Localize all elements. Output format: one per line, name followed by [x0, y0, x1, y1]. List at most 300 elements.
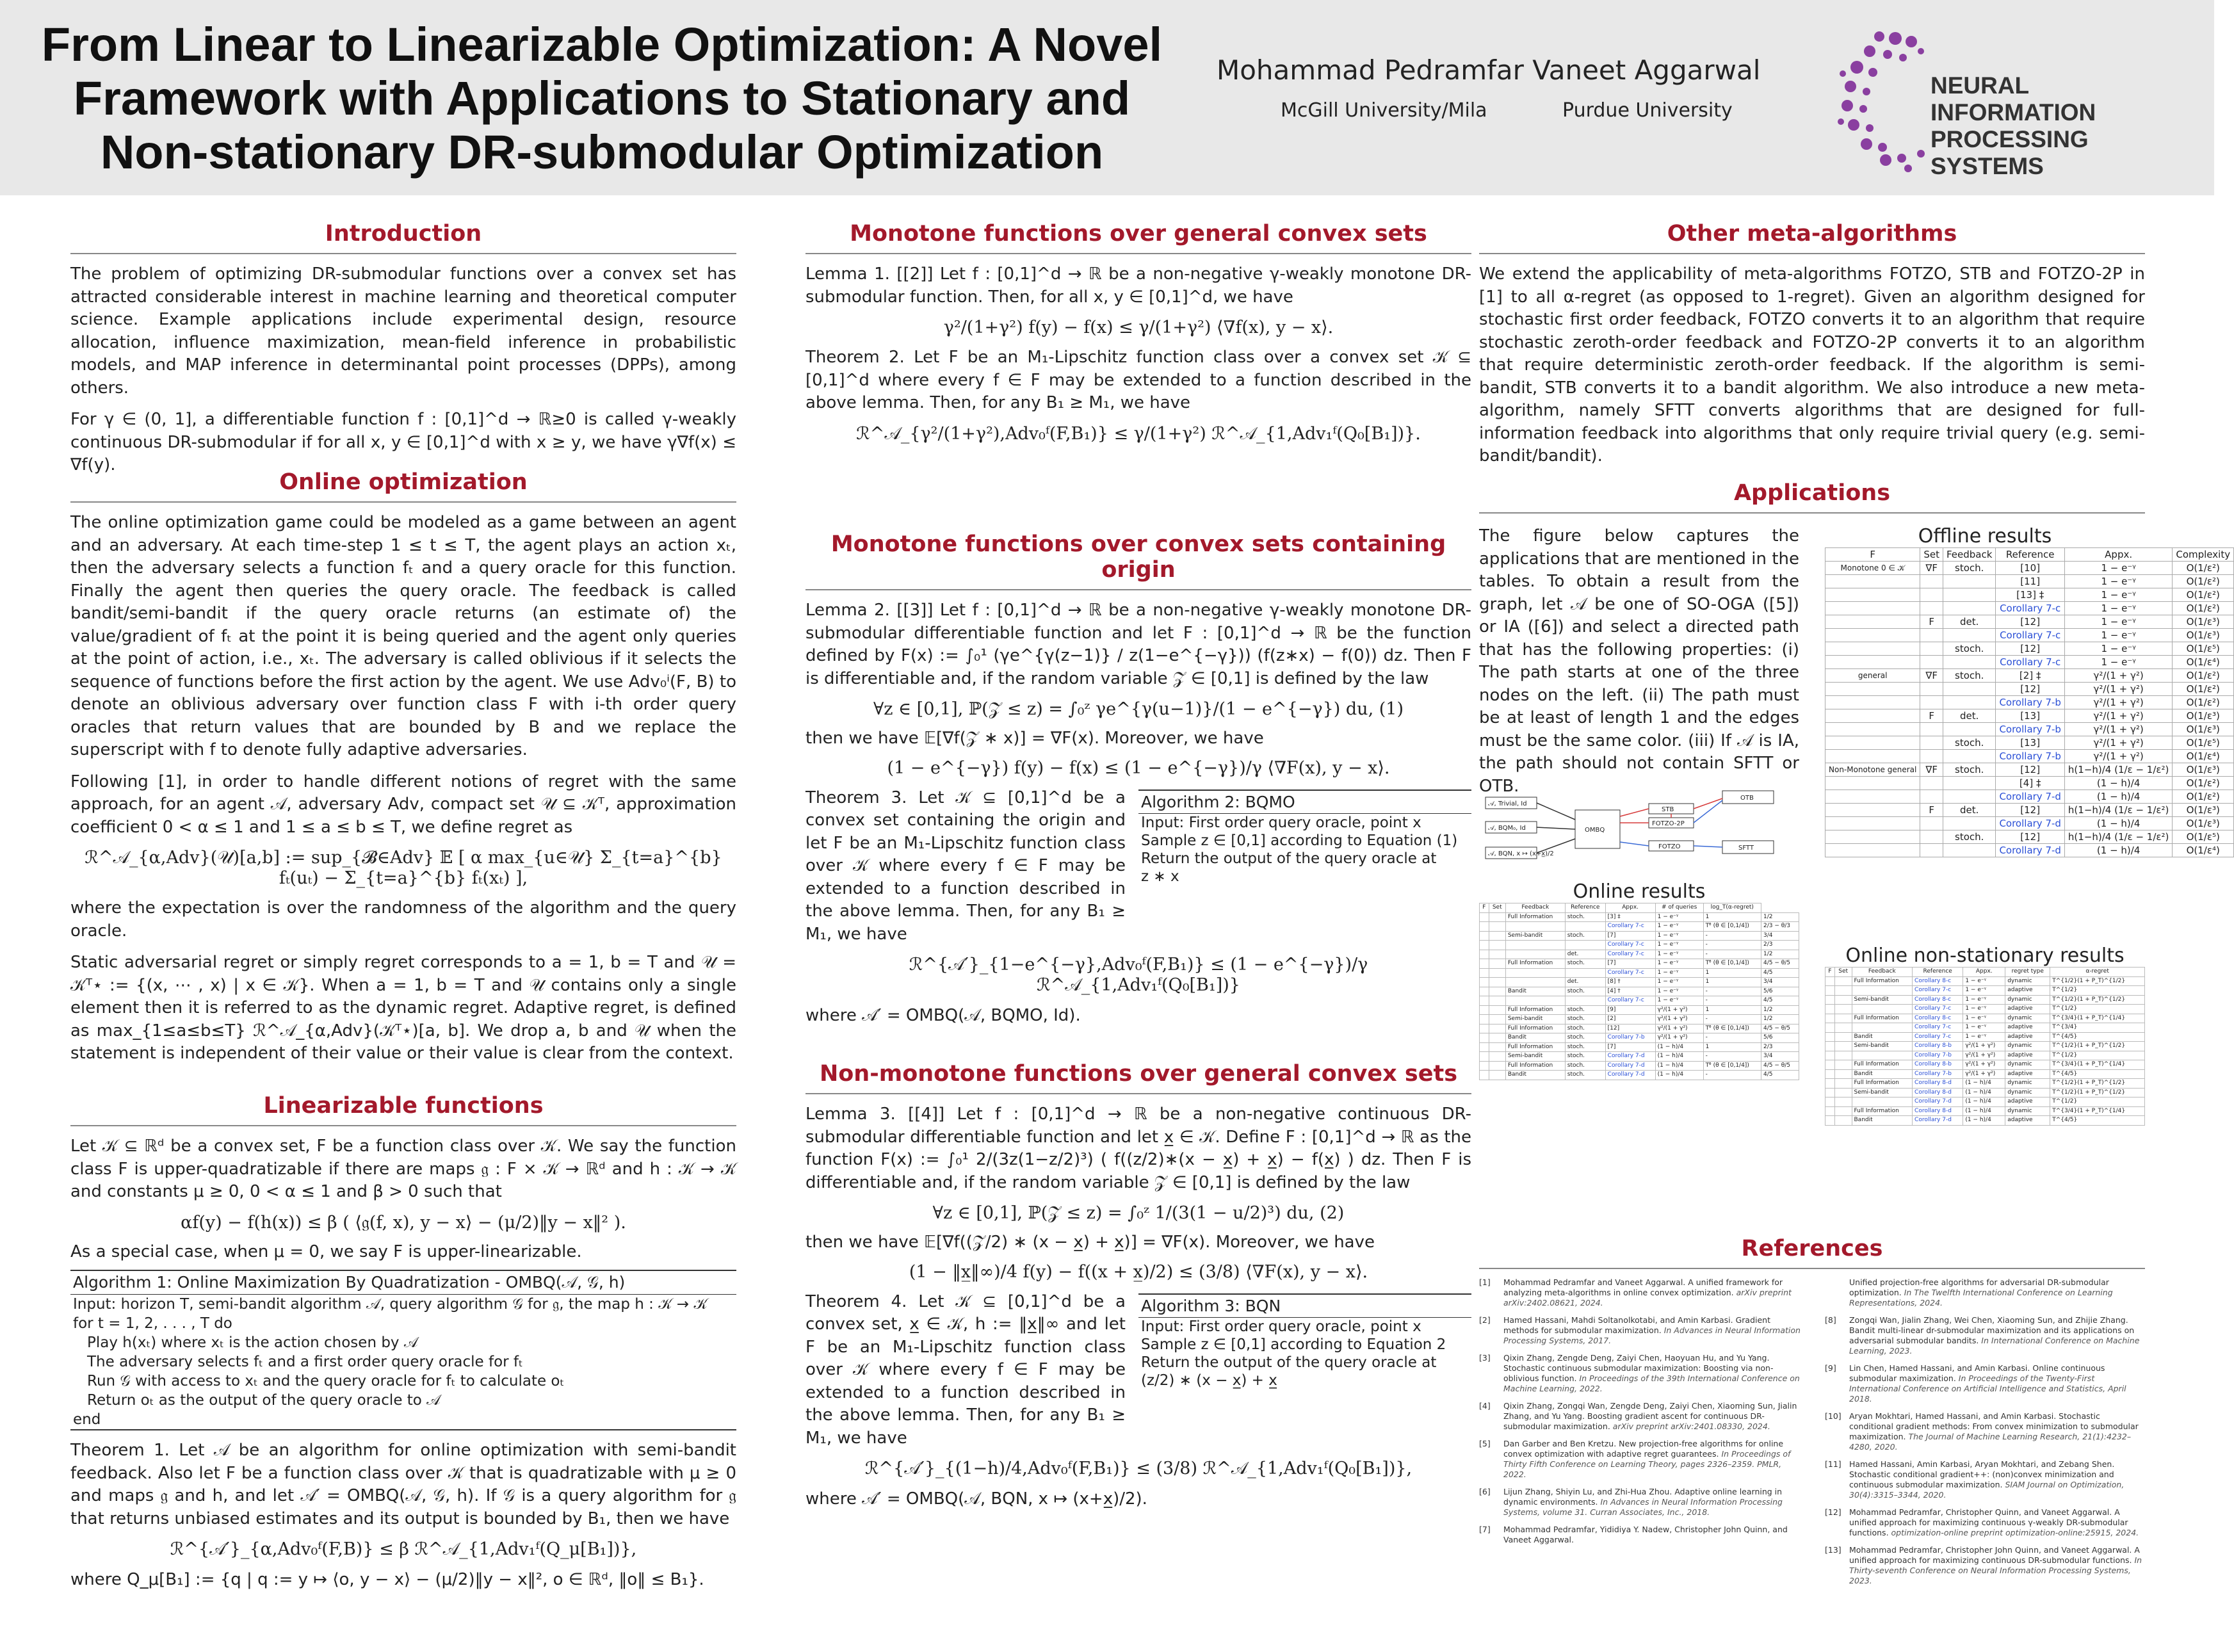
- alg2-line: Return the output of the query oracle at: [1141, 850, 1437, 867]
- reference-item: [1479, 1487, 1806, 1518]
- nonstat-cell[interactable]: Corollary 8-c: [1913, 995, 1963, 1005]
- offline-appx-cell: h(1−h)/4 (1/ε − 1/ε²): [2064, 804, 2172, 817]
- poster-header: [0, 0, 2214, 195]
- graph-edge: [1537, 827, 1575, 829]
- nonstat-cell[interactable]: Corollary 7-c: [1913, 1005, 1963, 1014]
- regret-equation: ℛ^𝒜_{α,Adv}(𝒰)[a,b] := sup_{𝓑∈Adv} 𝔼 [ α max_{u∈𝒰} Σ_{t=a}^{b} fₜ(uₜ) − Σ_{t=a}^{b} fₜ(xₜ) ],: [85, 848, 722, 888]
- online-cell: [2]: [1605, 1015, 1655, 1024]
- nonstat-cell: γ²/(1 + γ²): [1963, 1042, 2005, 1051]
- online-cell: Full Information: [1505, 912, 1565, 922]
- offline-reference-cell[interactable]: Corollary 7-b: [1996, 723, 2064, 736]
- graph-node-otb: OTB: [1740, 795, 1754, 802]
- section-monotone-general: [805, 221, 1471, 452]
- reference-number: [13]: [1825, 1545, 1847, 1555]
- online-cell: stoch.: [1565, 1071, 1605, 1080]
- offline-appx-cell: γ²/(1 + γ²): [2064, 736, 2172, 750]
- graph-node-stb: STB: [1662, 806, 1674, 813]
- online-results-table: [1479, 903, 1799, 1080]
- offline-f-cell: [1920, 844, 1943, 857]
- online-cell: 1 − e⁻ᵞ: [1655, 996, 1703, 1006]
- offline-complexity-cell: O(1/ε²): [2173, 683, 2234, 696]
- nonstat-set-cell: [1834, 1051, 1852, 1060]
- nonstat-set-cell: [1834, 1005, 1852, 1014]
- online-cell: 1 − e⁻ᵞ: [1655, 941, 1703, 950]
- reference-venue: arXiv preprint arXiv:2402.08621, 2024.: [1503, 1288, 1792, 1308]
- nonstat-group-cell: [1825, 1060, 1835, 1070]
- online-set-cell: [1489, 941, 1505, 950]
- nonstat-cell[interactable]: Corollary 7-d: [1913, 1097, 1963, 1107]
- offline-reference-cell[interactable]: Corollary 7-d: [1996, 817, 2064, 830]
- nonstat-cell[interactable]: Corollary 8-d: [1913, 1088, 1963, 1097]
- online-cell: -: [1703, 1071, 1761, 1080]
- online-cell[interactable]: Corollary 7-c: [1605, 941, 1655, 950]
- table-row: [1825, 642, 2234, 656]
- offline-complexity-cell: O(1/ε²): [2173, 588, 2234, 602]
- online-set-cell: [1489, 912, 1505, 922]
- reference-item: [1479, 1401, 1806, 1432]
- nonstat-cell: (1 − h)/4: [1963, 1097, 2005, 1107]
- offline-results-table: [1825, 547, 2234, 857]
- offline-appx-cell: h(1−h)/4 (1/ε − 1/ε²): [2064, 763, 2172, 777]
- offline-appx-cell: γ²/(1 + γ²): [2064, 709, 2172, 723]
- online-cell[interactable]: Corollary 7-c: [1605, 968, 1655, 978]
- table-row: [1480, 1005, 1799, 1015]
- table-row: [1825, 575, 2234, 588]
- online-cell: 1 − e⁻ᵞ: [1655, 987, 1703, 996]
- meta-algorithms-heading: Other meta-algorithms: [1479, 221, 2145, 254]
- online-group-cell: [1480, 1033, 1489, 1043]
- nonstat-cell: dynamic: [2005, 1042, 2050, 1051]
- nonstat-header: α-regret: [2050, 968, 2145, 977]
- reference-item: [1479, 1353, 1806, 1394]
- nonstat-set-cell: [1834, 1116, 1852, 1126]
- logo-text-line1: NEURAL INFORMATION: [1930, 72, 2096, 126]
- nonstat-set-cell: [1834, 1079, 1852, 1089]
- applications-heading: Applications: [1479, 480, 2145, 514]
- offline-appx-cell: 1 − e⁻ᵞ: [2064, 562, 2172, 575]
- reference-venue: In The Twelfth International Conference on Learning Representations, 2024.: [1849, 1288, 2113, 1308]
- nonstat-cell: T^{1/2}: [2050, 1051, 2145, 1060]
- online-group-cell: [1480, 1052, 1489, 1062]
- nonstat-cell[interactable]: Corollary 7-c: [1913, 1032, 1963, 1042]
- reference-item: [1825, 1545, 2145, 1586]
- table-row: [1825, 736, 2234, 750]
- nonstat-set-cell: [1834, 1106, 1852, 1116]
- table-row: [1825, 817, 2234, 830]
- offline-complexity-cell: O(1/ε⁵): [2173, 736, 2234, 750]
- nonstat-cell: [1852, 1097, 1913, 1107]
- online-group-cell: [1480, 950, 1489, 959]
- online-cell: stoch.: [1565, 912, 1605, 922]
- online-paragraph-4: Static adversarial regret or simply regret corresponds to a = 1, b = T and 𝒰 = 𝒦ᵀ⋆ := {(x, ⋯ , x) | x ∈ 𝒦}. When a = 1, b = T and 𝒰 contains only a single element then it is referred to as the dynamic regret. Adaptive regret, is defined as max_{1≤a≤b≤T} ℛ^𝒜_{α,Adv}(𝒦ᵀ⋆)[a, b]. We drop a, b and 𝒰 when the statement is independent of their value or their value is clear from the context.: [70, 953, 736, 1063]
- offline-header: Feedback: [1943, 548, 1996, 562]
- offline-feedback-cell: det.: [1943, 615, 1996, 629]
- lemma-3-conclusion: then we have 𝔼[∇f((𝒵/2) ∗ (x − x̲) + x̲)] = ∇F(x). Moreover, we have: [805, 1233, 1375, 1252]
- linearizable-heading: Linearizable functions: [70, 1093, 736, 1126]
- offline-group-cell: [1825, 683, 1920, 696]
- online-cell: stoch.: [1565, 931, 1605, 941]
- online-group-cell: [1480, 1005, 1489, 1015]
- table-row: [1825, 1051, 2145, 1060]
- online-group-cell: [1480, 1071, 1489, 1080]
- online-cell: 1 − e⁻ᵞ: [1655, 950, 1703, 959]
- offline-reference-cell[interactable]: Corollary 7-b: [1996, 750, 2064, 763]
- reference-number: [1]: [1479, 1277, 1496, 1287]
- nonstat-header: Appx.: [1963, 968, 2005, 977]
- nonstat-group-cell: [1825, 1005, 1835, 1014]
- reference-item: [1825, 1277, 2145, 1308]
- reference-number: [6]: [1479, 1487, 1496, 1496]
- offline-appx-cell: (1 − h)/4: [2064, 790, 2172, 804]
- theorem-4-block: [805, 1291, 1471, 1450]
- online-cell: [7]: [1605, 931, 1655, 941]
- online-group-cell: [1480, 959, 1489, 969]
- online-cell: Full Information: [1505, 1042, 1565, 1052]
- online-cell: -: [1703, 931, 1761, 941]
- online-cell: 1/2: [1761, 1005, 1799, 1015]
- algorithm-2-box: [1138, 790, 1471, 886]
- online-cell: stoch.: [1565, 1033, 1605, 1043]
- table-row: [1825, 562, 2234, 575]
- online-cell: 1: [1703, 978, 1761, 987]
- nonstat-cell[interactable]: Corollary 7-b: [1913, 1069, 1963, 1079]
- offline-reference-cell[interactable]: Corollary 7-b: [1996, 696, 2064, 709]
- reference-number: [5]: [1479, 1439, 1496, 1448]
- nonstat-cell: (1 − h)/4: [1963, 1116, 2005, 1126]
- reference-venue: In Advances in Neural Information Processing Systems, volume 31. Curran Associates, Inc., 2018.: [1503, 1497, 1783, 1517]
- nonstat-cell[interactable]: Corollary 8-c: [1913, 976, 1963, 986]
- online-cell: -: [1703, 987, 1761, 996]
- nonstat-cell[interactable]: Corollary 8-c: [1913, 1014, 1963, 1023]
- offline-reference-cell[interactable]: Corollary 7-d: [1996, 790, 2064, 804]
- table-row: [1825, 763, 2234, 777]
- online-cell[interactable]: Corollary 7-d: [1605, 1061, 1655, 1071]
- reference-item: [1479, 1277, 1806, 1308]
- online-cell: [1505, 996, 1565, 1006]
- nonstat-cell: T^{1/2}: [2050, 1097, 2145, 1107]
- offline-table-body: [1825, 562, 2234, 857]
- nonstat-cell: T^{1/2}: [2050, 986, 2145, 996]
- online-set-cell: [1489, 922, 1505, 932]
- offline-reference-cell: [12]: [1996, 683, 2064, 696]
- nonstat-cell: T^{4/5}: [2050, 1032, 2145, 1042]
- offline-f-cell: ∇F: [1920, 669, 1943, 683]
- offline-reference-cell[interactable]: Corollary 7-c: [1996, 656, 2064, 669]
- table-row: [1825, 1014, 2145, 1023]
- online-cell: Tᶿ (θ ∈ [0,1/4]): [1703, 922, 1761, 932]
- offline-feedback-cell: [1943, 575, 1996, 588]
- theorem-4: Theorem 4. Let 𝒦 ⊆ [0,1]^d be a convex set, x̲ ∈ 𝒦, h := ‖x̲‖∞ and let F be an M₁-Lipschitz function class over 𝒦 where every f ∈ F may be extended to a function described in the above lemma. Then, for any B₁ ≥ M₁, we have: [805, 1292, 1126, 1448]
- table-row: [1480, 1052, 1799, 1062]
- offline-complexity-cell: O(1/ε³): [2173, 763, 2234, 777]
- online-cell[interactable]: Corollary 7-d: [1605, 1071, 1655, 1080]
- offline-appx-cell: (1 − h)/4: [2064, 817, 2172, 830]
- online-cell: 4/5 − θ/5: [1761, 1024, 1799, 1033]
- online-paragraph-1: The online optimization game could be modeled as a game between an agent and an adversary. At each time-step 1 ≤ t ≤ T, the agent plays an action xₜ, then the adversary selects a function fₜ and a query oracle for this function. Finally the agent then queries the query oracle. The feedback is called bandit/semi-bandit if the query oracle returns (an estimate of) the value/gradient of fₜ at the point it is being queried and the agent only queries at the point of action, i.e., xₜ. The adversary is called oblivious if it selects the sequence of functions before the first action by the agent. We use Adv₀ⁱ(F, B) to denote an oblivious adversary over function class F with i-th order query oracles that return values that are bounded by B and we replace the superscript with f to denote fully adaptive adversaries.: [70, 513, 736, 759]
- online-cell: 2/3: [1761, 1042, 1799, 1052]
- nonstat-cell: Semi-bandit: [1852, 995, 1913, 1005]
- offline-appx-cell: γ²/(1 + γ²): [2064, 669, 2172, 683]
- online-cell: -: [1703, 1052, 1761, 1062]
- nonstat-cell: adaptive: [2005, 1005, 2050, 1014]
- nonstat-cell[interactable]: Corollary 7-c: [1913, 986, 1963, 996]
- graph-node-fotzo2p: FOTZO-2P: [1652, 820, 1685, 827]
- table-row: [1480, 978, 1799, 987]
- online-set-cell: [1489, 950, 1505, 959]
- offline-feedback-cell: [1943, 683, 1996, 696]
- intro-paragraph-1: The problem of optimizing DR-submodular functions over a convex set has attracted considerable interest in machine learning and theoretical computer science. Example applications include experimental design, resource allocation, influence maximization, mean-field inference in probabilistic models, and MAP inference in determinantal point processes (DPPs), among others.: [70, 264, 736, 398]
- table-row: [1825, 615, 2234, 629]
- reference-title: A unified approach for maximizing continuous DR-submodular functions.: [1849, 1545, 2140, 1565]
- algorithm-2-title: Algorithm 2: BQMO: [1138, 791, 1471, 814]
- online-header: # of queries: [1655, 903, 1703, 913]
- table-row: [1480, 996, 1799, 1006]
- nonstat-cell[interactable]: Corollary 7-c: [1913, 1023, 1963, 1033]
- table-row: [1825, 1042, 2145, 1051]
- nonstat-cell[interactable]: Corollary 8-d: [1913, 1106, 1963, 1116]
- offline-appx-cell: 1 − e⁻ᵞ: [2064, 588, 2172, 602]
- nonstat-cell: 1 − e⁻ᵞ: [1963, 995, 2005, 1005]
- alg3-line: Return the output of the query oracle at: [1141, 1354, 1437, 1371]
- nonstat-cell: T^{4/5}: [2050, 1069, 2145, 1079]
- graph-edge: [1620, 809, 1649, 816]
- offline-reference-cell[interactable]: Corollary 7-c: [1996, 602, 2064, 615]
- table-row: [1825, 602, 2234, 615]
- meta-paragraph: We extend the applicability of meta-algorithms FOTZO, STB and FOTZO-2P in [1] to all α-regret (as opposed to 1-regret). Given an algorithm designed for stochastic first order feedback, FOTZO converts it to an algorithm that require stochastic zeroth-order feedback and FOTZO-2P converts it to an algorithm that require deterministic zeroth-order feedback. If the algorithm is semi-bandit, STB converts it to a bandit algorithm. We also introduce a new meta-algorithm, namely SFTT converts algorithms that are designed for full-information feedback into algorithms that only require trivial query (e.g. semi-bandit/bandit).: [1479, 264, 2145, 466]
- graph-edge: [1537, 803, 1575, 820]
- table-row: [1825, 986, 2145, 996]
- online-cell: [9]: [1605, 1005, 1655, 1015]
- table-row: [1825, 1023, 2145, 1033]
- table-row: [1825, 1069, 2145, 1079]
- theorem-4-equation: ℛ^{𝒜′}_{(1−h)/4,Adv₀ᶠ(F,B₁)} ≤ (3/8) ℛ^𝒜_{1,Adv₁ᶠ(Q₀[B₁])},: [864, 1459, 1412, 1478]
- offline-group-cell: [1825, 804, 1920, 817]
- nonstat-set-cell: [1834, 1023, 1852, 1033]
- section-applications: [1479, 480, 2145, 514]
- offline-feedback-cell: [1943, 790, 1996, 804]
- offline-reference-cell[interactable]: Corollary 7-d: [1996, 844, 2064, 857]
- online-cell: [1565, 922, 1605, 932]
- online-cell: [1565, 996, 1605, 1006]
- online-cell: 1/2: [1761, 912, 1799, 922]
- nonstat-cell[interactable]: Corollary 7-d: [1913, 1116, 1963, 1126]
- table-row: [1825, 995, 2145, 1005]
- nonstat-cell: Semi-bandit: [1852, 1088, 1913, 1097]
- lemma-3-equation-2: (1 − ‖x̲‖∞)/4 f(y) − f((x + x̲)/2) ≤ (3/8) ⟨∇F(x), y − x⟩.: [909, 1261, 1368, 1282]
- offline-appx-cell: γ²/(1 + γ²): [2064, 696, 2172, 709]
- offline-group-cell: [1825, 830, 1920, 844]
- offline-appx-cell: 1 − e⁻ᵞ: [2064, 642, 2172, 656]
- online-set-cell: [1489, 1061, 1505, 1071]
- nonstat-cell: Semi-bandit: [1852, 1042, 1913, 1051]
- online-cell: (1 − h)/4: [1655, 1052, 1703, 1062]
- online-cell: 1 − e⁻ᵞ: [1655, 922, 1703, 932]
- reference-venue: optimization-online preprint optimization-online:25915, 2024.: [1891, 1528, 2139, 1537]
- table-row: [1480, 922, 1799, 932]
- online-cell: [8] †: [1605, 978, 1655, 987]
- nonstat-cell: adaptive: [2005, 986, 2050, 996]
- online-cell: 5/6: [1761, 1033, 1799, 1043]
- table-row: [1825, 669, 2234, 683]
- offline-complexity-cell: O(1/ε²): [2173, 696, 2234, 709]
- offline-group-cell: [1825, 696, 1920, 709]
- online-group-cell: [1480, 968, 1489, 978]
- offline-f-cell: [1920, 696, 1943, 709]
- theorem-4-where: where 𝒜′ = OMBQ(𝒜, BQN, x ↦ (x+x̲)/2).: [805, 1489, 1147, 1509]
- alg1-line: Play h(xₜ) where xₜ is the action chosen by 𝒜: [87, 1334, 418, 1351]
- online-cell: [4] †: [1605, 987, 1655, 996]
- theorem-3: Theorem 3. Let 𝒦 ⊆ [0,1]^d be a convex set containing the origin and let F be an M₁-Lipschitz function class over 𝒦 where every f ∈ F may be extended to a function described in the above lemma. Then, for any B₁ ≥ M₁, we have: [805, 788, 1126, 944]
- graph-node-bqmo: 𝒜, BQM₀, Id: [1488, 825, 1526, 832]
- online-cell[interactable]: Corollary 7-c: [1605, 996, 1655, 1006]
- offline-complexity-cell: O(1/ε³): [2173, 723, 2234, 736]
- reference-item: [1479, 1525, 1806, 1545]
- offline-group-cell: Non-Monotone general: [1825, 763, 1920, 777]
- alg2-line: Input: First order query oracle, point x: [1141, 814, 1421, 831]
- offline-appx-cell: h(1−h)/4 (1/ε − 1/ε²): [2064, 830, 2172, 844]
- online-set-cell: [1489, 996, 1505, 1006]
- offline-feedback-cell: det.: [1943, 709, 1996, 723]
- offline-f-cell: F: [1920, 804, 1943, 817]
- online-group-cell: [1480, 922, 1489, 932]
- reference-title: A unified framework for analyzing meta-algorithms in online convex optimization.: [1503, 1277, 1783, 1297]
- nonstat-cell: Full Information: [1852, 1060, 1913, 1070]
- offline-feedback-cell: [1943, 844, 1996, 857]
- alg3-line: Input: First order query oracle, point x: [1141, 1318, 1421, 1335]
- online-set-cell: [1489, 987, 1505, 996]
- online-cell: 4/5 − θ/5: [1761, 1061, 1799, 1071]
- table-row: [1825, 723, 2234, 736]
- offline-f-cell: [1920, 575, 1943, 588]
- nonstat-header: Reference: [1913, 968, 1963, 977]
- table-row: [1825, 588, 2234, 602]
- online-cell: (1 − h)/4: [1655, 1042, 1703, 1052]
- nonstat-group-cell: [1825, 1106, 1835, 1116]
- online-cell[interactable]: Corollary 7-c: [1605, 922, 1655, 932]
- reference-authors: Hamed Hassani, Mahdi Soltanolkotabi, and Amin Karbasi.: [1503, 1315, 1736, 1325]
- reference-authors: Aryan Mokhtari, Hamed Hassani, and Amin Karbasi.: [1849, 1411, 2059, 1421]
- offline-group-cell: general: [1825, 669, 1920, 683]
- online-group-cell: [1480, 1015, 1489, 1024]
- reference-title: Gradient methods for submodular maximization.: [1503, 1315, 1770, 1335]
- online-cell: Full Information: [1505, 1061, 1565, 1071]
- nonstat-cell[interactable]: Corollary 8-b: [1913, 1042, 1963, 1051]
- graph-edge: [1537, 839, 1575, 853]
- nonstat-cell: (1 − h)/4: [1963, 1106, 2005, 1116]
- algorithm-1-box: [70, 1270, 736, 1430]
- online-header: Reference: [1565, 903, 1605, 913]
- online-cell[interactable]: Corollary 7-b: [1605, 1033, 1655, 1043]
- linearizable-paragraph-2: As a special case, when μ = 0, we say F is upper-linearizable.: [70, 1242, 582, 1261]
- online-cell: stoch.: [1565, 1042, 1605, 1052]
- offline-f-cell: [1920, 683, 1943, 696]
- offline-reference-cell: [2] ‡: [1996, 669, 2064, 683]
- authors: Mohammad Pedramfar Vaneet Aggarwal: [1217, 54, 1761, 86]
- reference-item: [1825, 1363, 2145, 1404]
- reference-item: [1825, 1315, 2145, 1356]
- table-row: [1480, 1033, 1799, 1043]
- nonstat-cell: adaptive: [2005, 1051, 2050, 1060]
- reference-authors: Dan Garber and Ben Kretzu.: [1503, 1439, 1619, 1448]
- nonstat-cell: 1 − e⁻ᵞ: [1963, 1005, 2005, 1014]
- applications-graph: [1479, 784, 1786, 874]
- neurips-logo-icon: [1831, 22, 1927, 176]
- nonstat-cell: T^{3/4}(1 + P_T)^{1/4}: [2050, 1014, 2145, 1023]
- reference-venue: In Advances in Neural Information Processing Systems, 2017.: [1503, 1325, 1801, 1345]
- applications-paragraph: The figure below captures the applications that are mentioned in the tables. To obtain a result from the graph, let 𝒜 be one of SO-OGA ([5]) or IA ([6]) and select a directed path that has the following properties: (i) The path starts at one of the three nodes on the left. (ii) The path must be at least of length 1 and the edges must be the same color. (iii) If 𝒜 is IA, the path should not contain SFTT or OTB.: [1479, 526, 1799, 796]
- nonstat-cell[interactable]: Corollary 8-b: [1913, 1060, 1963, 1070]
- offline-feedback-cell: [1943, 817, 1996, 830]
- nonstat-group-cell: [1825, 1088, 1835, 1097]
- offline-reference-cell[interactable]: Corollary 7-c: [1996, 629, 2064, 642]
- online-set-cell: [1489, 1052, 1505, 1062]
- alg2-line: Sample z ∈ [0,1] according to Equation (1): [1141, 832, 1458, 849]
- online-cell: [1565, 941, 1605, 950]
- offline-feedback-cell: stoch.: [1943, 669, 1996, 683]
- nonstat-table-body: [1825, 976, 2145, 1125]
- nonstat-group-cell: [1825, 1069, 1835, 1079]
- nonstat-cell[interactable]: Corollary 7-b: [1913, 1051, 1963, 1060]
- online-cell: 1: [1703, 912, 1761, 922]
- online-cell: Full Information: [1505, 1024, 1565, 1033]
- offline-f-cell: [1920, 830, 1943, 844]
- table-row: [1825, 804, 2234, 817]
- online-cell[interactable]: Corollary 7-c: [1605, 950, 1655, 959]
- online-cell: Bandit: [1505, 987, 1565, 996]
- online-group-cell: [1480, 1042, 1489, 1052]
- offline-complexity-cell: O(1/ε²): [2173, 575, 2234, 588]
- offline-reference-cell: [11]: [1996, 575, 2064, 588]
- reference-item: [1825, 1507, 2145, 1538]
- nonstat-cell: (1 − h)/4: [1963, 1079, 2005, 1089]
- nonstat-cell: adaptive: [2005, 1023, 2050, 1033]
- offline-appx-cell: 1 − e⁻ᵞ: [2064, 602, 2172, 615]
- online-header: Feedback: [1505, 903, 1565, 913]
- online-results: [1479, 880, 1799, 1080]
- online-set-cell: [1489, 931, 1505, 941]
- offline-appx-cell: γ²/(1 + γ²): [2064, 723, 2172, 736]
- offline-feedback-cell: [1943, 696, 1996, 709]
- nonstat-cell[interactable]: Corollary 8-d: [1913, 1079, 1963, 1089]
- nonstat-group-cell: [1825, 1042, 1835, 1051]
- offline-f-cell: ∇F: [1920, 763, 1943, 777]
- table-row: [1480, 987, 1799, 996]
- online-cell[interactable]: Corollary 7-d: [1605, 1052, 1655, 1062]
- offline-group-cell: [1825, 844, 1920, 857]
- offline-feedback-cell: stoch.: [1943, 562, 1996, 575]
- offline-feedback-cell: stoch.: [1943, 736, 1996, 750]
- reference-title: Stochastic conditional gradient methods: From convex minimization to submodular maximization.: [1849, 1411, 2139, 1441]
- online-cell: Semi-bandit: [1505, 931, 1565, 941]
- offline-f-cell: [1920, 750, 1943, 763]
- offline-group-cell: Monotone 0 ∈ 𝒦: [1825, 562, 1920, 575]
- nonstat-group-cell: [1825, 1032, 1835, 1042]
- online-cell: Tᶿ (θ ∈ [0,1/4]): [1703, 1024, 1761, 1033]
- reference-authors: Hamed Hassani, Amin Karbasi, Aryan Mokhtari, and Zebang Shen.: [1849, 1459, 2115, 1469]
- reference-venue: In Proceedings of Thirty Fifth Conference on Learning Theory, pages 2326–2359. PMLR, 2022.: [1503, 1449, 1791, 1479]
- nonstat-cell: T^{1/2}(1 + P_T)^{1/2}: [2050, 976, 2145, 986]
- graph-node-sftt: SFTT: [1738, 845, 1754, 852]
- reference-title: Online continuous submodular maximization.: [1849, 1363, 2105, 1383]
- nonstat-set-cell: [1834, 1060, 1852, 1070]
- online-cell: 1: [1703, 1005, 1761, 1015]
- nonstat-cell: T^{1/2}(1 + P_T)^{1/2}: [2050, 1042, 2145, 1051]
- online-cell: 1 − e⁻ᵞ: [1655, 968, 1703, 978]
- online-cell: Semi-bandit: [1505, 1015, 1565, 1024]
- online-group-cell: [1480, 978, 1489, 987]
- offline-reference-cell: [4] ‡: [1996, 777, 2064, 790]
- offline-complexity-cell: O(1/ε²): [2173, 562, 2234, 575]
